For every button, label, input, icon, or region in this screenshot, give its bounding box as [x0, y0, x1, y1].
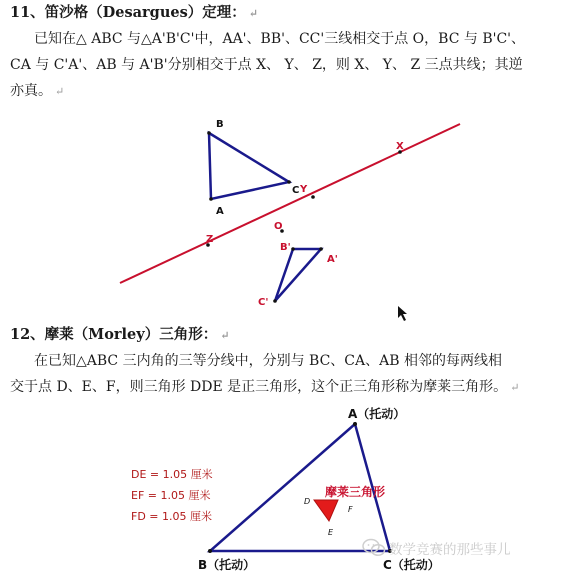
label-a: A [216, 206, 224, 217]
section-11-line-1-text: 已知在△ ABC 与△A'B'C'中，AA'、BB'、CC'三线相交于点 O，BC 与 B'C'、 [34, 31, 526, 47]
measure-de: DE = 1.05 厘米 [131, 468, 213, 481]
label-a-prime: A' [327, 254, 338, 265]
morley-point-b [208, 549, 212, 553]
vertex-c-label: C（托动） [383, 558, 440, 572]
watermark-text: 数学竞赛的那些事儿 [389, 542, 511, 558]
label-c-prime: C' [258, 297, 269, 308]
wechat-icon [362, 538, 386, 558]
paragraph-mark: ↵ [248, 7, 258, 20]
point-c [287, 180, 291, 184]
label-y: Y [300, 184, 308, 195]
mouse-cursor-icon [398, 306, 407, 321]
vertex-b-label: B（托动） [198, 558, 256, 572]
point-b [207, 131, 211, 135]
section-12-title [10, 322, 229, 349]
label-d: D [304, 497, 311, 506]
label-e: E [328, 528, 334, 537]
label-f: F [348, 505, 353, 514]
section-11-line-2-text: CA 与 C'A'、AB 与 A'B'分别相交于点 X、 Y、 Z，则 X、 Y、 Z 三点共线；其逆 [10, 57, 523, 73]
point-a [209, 197, 213, 201]
label-b-prime: B' [280, 242, 291, 253]
measure-ef: EF = 1.05 厘米 [131, 489, 211, 502]
label-z: Z [206, 234, 214, 245]
section-12-body-line-1 [34, 348, 502, 374]
section-12-line-2-text: 交于点 D、E、F，则三角形 DDE 是正三角形，这个正三角形称为摩莱三角形。 [10, 379, 508, 395]
triangle-abc [209, 133, 289, 199]
label-x: X [396, 141, 404, 152]
measure-fd: FD = 1.05 厘米 [131, 510, 212, 523]
triangle-a-prime-b-prime-c-prime [275, 249, 321, 301]
morley-triangle [314, 500, 338, 521]
section-11-line-3-text: 亦真。 [10, 83, 52, 99]
point-y [311, 195, 315, 199]
morley-triangle-label: 摩莱三角形 [325, 485, 386, 499]
section-12-title-text: 12、摩莱（Morley）三角形： [10, 326, 218, 343]
section-12-line-1-text: 在已知△ABC 三内角的三等分线中，分别与 BC、CA、AB 相邻的每两线相 [34, 353, 502, 369]
label-c: C [292, 185, 300, 196]
label-o: O [274, 221, 283, 232]
label-b: B [216, 119, 224, 130]
point-c-prime [273, 299, 277, 303]
point-a-prime [319, 247, 323, 251]
paragraph-mark: ↵ [510, 381, 520, 394]
section-11-title-text: 11、笛沙格（Desargues）定理： [10, 4, 246, 21]
paragraph-mark: ↵ [55, 85, 65, 98]
section-12-body-line-2 [10, 374, 519, 401]
vertex-a-label: A（托动） [348, 407, 406, 421]
morley-point-a [353, 422, 357, 426]
paragraph-mark: ↵ [220, 329, 230, 342]
point-b-prime [291, 247, 295, 251]
